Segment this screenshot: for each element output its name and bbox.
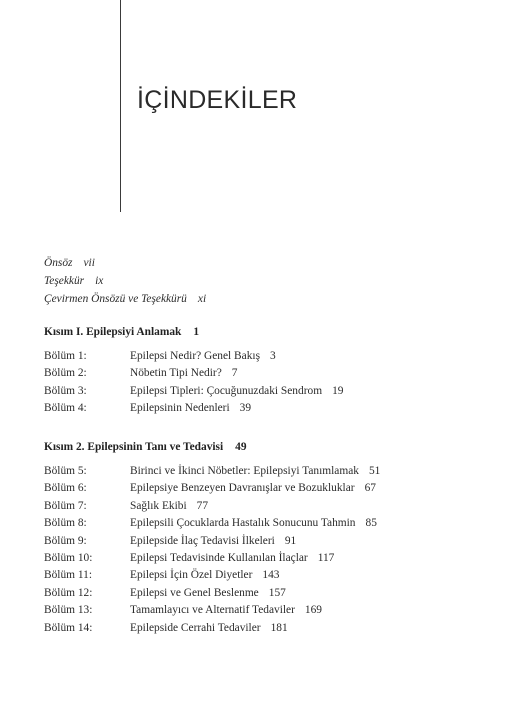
chapter-number: Bölüm 13: bbox=[44, 604, 93, 617]
front-matter-label: Önsöz bbox=[44, 257, 73, 269]
chapter-number: Bölüm 12: bbox=[44, 586, 93, 599]
chapter-page: 7 bbox=[231, 367, 238, 380]
part-page: 1 bbox=[193, 326, 200, 338]
chapter-number: Bölüm 14: bbox=[44, 621, 93, 634]
part-page: 49 bbox=[235, 441, 247, 453]
part-heading-2[interactable] bbox=[44, 438, 247, 456]
chapter-row[interactable] bbox=[44, 480, 380, 497]
chapter-row[interactable] bbox=[44, 383, 343, 400]
chapter-number: Bölüm 4: bbox=[44, 402, 87, 415]
chapter-row[interactable] bbox=[44, 585, 380, 602]
chapter-number: Bölüm 1: bbox=[44, 350, 87, 362]
chapter-title: Epilepsi ve Genel Beslenme bbox=[130, 586, 259, 599]
chapter-number: Bölüm 11: bbox=[44, 569, 92, 582]
front-matter-page: ix bbox=[95, 275, 104, 287]
chapter-title: Epilepsi İçin Özel Diyetler bbox=[130, 569, 253, 582]
chapter-title: Epilepsinin Nedenleri bbox=[130, 402, 230, 415]
chapter-title: Tamamlayıcı ve Alternatif Tedaviler bbox=[130, 604, 295, 617]
chapter-title: Epilepsi Tipleri: Çocuğunuzdaki Sendrom bbox=[130, 384, 323, 397]
chapter-page: 143 bbox=[262, 569, 280, 582]
chapter-row[interactable] bbox=[44, 463, 380, 480]
chapter-number: Bölüm 7: bbox=[44, 499, 87, 512]
chapter-page: 91 bbox=[284, 534, 297, 547]
front-matter-page: xi bbox=[197, 293, 207, 305]
chapter-page: 67 bbox=[364, 482, 376, 495]
chapter-title: Epilepsi Nedir? Genel Bakış bbox=[130, 350, 261, 362]
page-title: İÇİNDEKİLER bbox=[137, 86, 298, 114]
chapter-row[interactable] bbox=[44, 400, 343, 417]
chapter-title: Epilepsiye Benzeyen Davranışlar ve Bozukluklar bbox=[130, 482, 355, 495]
decorative-vertical-rule bbox=[120, 0, 121, 212]
chapter-list-part-1 bbox=[44, 348, 343, 418]
chapter-row[interactable] bbox=[44, 365, 343, 382]
chapter-page: 3 bbox=[270, 350, 276, 362]
chapter-number: Bölüm 8: bbox=[44, 517, 87, 530]
chapter-page: 77 bbox=[196, 499, 209, 512]
chapter-title: Birinci ve İkinci Nöbetler: Epilepsiyi Tanımlamak bbox=[130, 465, 359, 477]
front-matter-page: vii bbox=[83, 257, 95, 269]
chapter-page: 51 bbox=[368, 465, 381, 477]
chapter-number: Bölüm 6: bbox=[44, 482, 87, 495]
chapter-number: Bölüm 9: bbox=[44, 534, 87, 547]
chapter-row[interactable] bbox=[44, 550, 380, 567]
chapter-page: 181 bbox=[270, 621, 288, 634]
chapter-page: 85 bbox=[365, 517, 377, 530]
chapter-row[interactable] bbox=[44, 567, 380, 584]
chapter-list-part-2 bbox=[44, 463, 380, 637]
chapter-page: 19 bbox=[332, 384, 344, 397]
chapter-row[interactable] bbox=[44, 533, 380, 550]
chapter-number: Bölüm 2: bbox=[44, 367, 87, 380]
chapter-number: Bölüm 3: bbox=[44, 384, 87, 397]
front-matter-item[interactable] bbox=[44, 272, 206, 290]
front-matter-label: Çevirmen Önsözü ve Teşekkürü bbox=[44, 293, 187, 305]
part-title: Kısım 2. Epilepsinin Tanı ve Tedavisi bbox=[44, 441, 224, 453]
chapter-row[interactable] bbox=[44, 348, 343, 365]
chapter-title: Sağlık Ekibi bbox=[130, 499, 187, 512]
chapter-number: Bölüm 10: bbox=[44, 551, 93, 564]
chapter-row[interactable] bbox=[44, 498, 380, 515]
front-matter-item[interactable] bbox=[44, 290, 206, 308]
chapter-page: 157 bbox=[268, 586, 286, 599]
chapter-title: Epilepside Cerrahi Tedaviler bbox=[130, 621, 261, 634]
part-title: Kısım I. Epilepsiyi Anlamak bbox=[44, 326, 182, 338]
chapter-page: 117 bbox=[317, 551, 335, 564]
front-matter-label: Teşekkür bbox=[44, 275, 85, 287]
chapter-row[interactable] bbox=[44, 602, 380, 619]
chapter-title: Nöbetin Tipi Nedir? bbox=[130, 367, 222, 380]
chapter-page: 169 bbox=[304, 604, 322, 617]
chapter-title: Epilepsi Tedavisinde Kullanılan İlaçlar bbox=[130, 551, 308, 564]
chapter-row[interactable] bbox=[44, 515, 380, 532]
chapter-title: Epilepside İlaç Tedavisi İlkeleri bbox=[130, 534, 275, 547]
chapter-number: Bölüm 5: bbox=[44, 465, 87, 477]
chapter-title: Epilepsili Çocuklarda Hastalık Sonucunu Tahmin bbox=[130, 517, 356, 530]
chapter-page: 39 bbox=[239, 402, 252, 415]
part-heading-1[interactable] bbox=[44, 323, 199, 341]
front-matter-item[interactable] bbox=[44, 254, 206, 272]
chapter-row[interactable] bbox=[44, 620, 380, 637]
front-matter-list bbox=[44, 254, 206, 308]
